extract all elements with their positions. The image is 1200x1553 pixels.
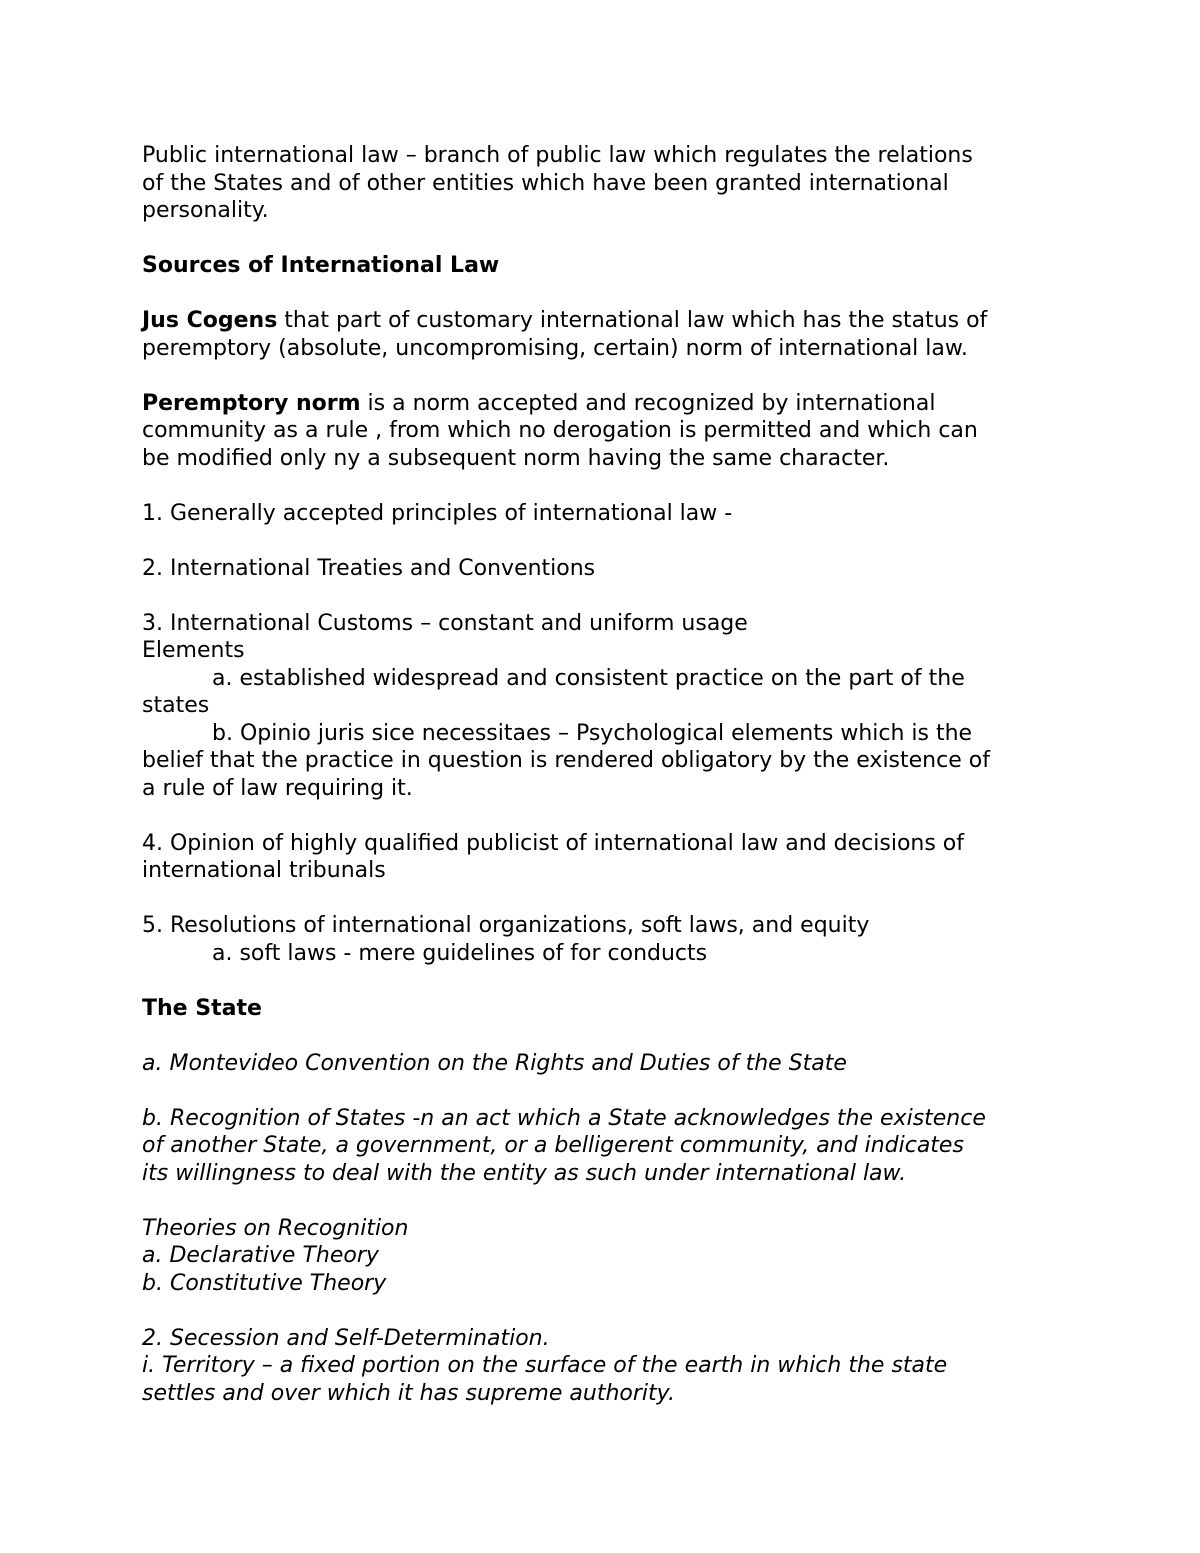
intro-paragraph	[142, 142, 1072, 225]
elements-label: Elements	[142, 638, 245, 663]
sources-heading: Sources of International Law	[142, 253, 500, 278]
text-line: i. Territory – a fixed portion on the surface of the earth in which the state	[142, 1353, 948, 1378]
jus-cogens-term: Jus Cogens	[142, 308, 278, 333]
text-line: personality.	[142, 198, 269, 223]
source-item-3	[142, 610, 1072, 803]
source-item-4	[142, 830, 1072, 885]
state-item-a: a. Montevideo Convention on the Rights and Duties of the State	[142, 1050, 847, 1076]
theories-heading: Theories on Recognition	[142, 1215, 409, 1241]
text-line: settles and over which it has supreme authority.	[142, 1380, 675, 1406]
text-line: its willingness to deal with the entity as such under international law.	[142, 1160, 907, 1186]
text-line: international tribunals	[142, 858, 386, 883]
text-line: community as a rule , from which no derogation is permitted and which can	[142, 418, 978, 443]
text-span: that part of customary international law which has the status of	[277, 308, 988, 333]
secession-section	[142, 1325, 1072, 1408]
theories-section	[142, 1215, 1072, 1298]
text-line: be modified only ny a subsequent norm having the same character.	[142, 445, 890, 471]
source-item-5	[142, 912, 1072, 967]
text-line: a rule of law requiring it.	[142, 775, 413, 801]
element-a: a. established widespread and consistent practice on the part of the	[212, 665, 965, 691]
text-line: 4. Opinion of highly qualified publicist of international law and decisions of	[142, 830, 965, 856]
jus-cogens-paragraph	[142, 307, 1072, 362]
state-item-b	[142, 1105, 1072, 1188]
text-line: states	[142, 693, 210, 718]
state-heading: The State	[142, 995, 262, 1021]
text-line: b. Recognition of States -n an act which a State acknowledges the existence	[142, 1105, 986, 1131]
text-line: of the States and of other entities which have been granted international	[142, 170, 949, 196]
text-line: 2. Secession and Self-Determination.	[142, 1325, 550, 1351]
text-span: is a norm accepted and recognized by international	[360, 390, 936, 416]
theory-item: a. Declarative Theory	[142, 1243, 379, 1268]
theory-item: b. Constitutive Theory	[142, 1270, 387, 1296]
peremptory-norm-term: Peremptory norm	[142, 390, 361, 416]
text-line	[142, 390, 1072, 418]
document-page	[142, 142, 1072, 1407]
text-line: 5. Resolutions of international organizations, soft laws, and equity	[142, 913, 870, 938]
source-item-2: 2. International Treaties and Conventions	[142, 555, 596, 581]
text-line	[142, 307, 1072, 335]
source-item-1: 1. Generally accepted principles of international law -	[142, 500, 733, 526]
soft-laws-item: a. soft laws - mere guidelines of for conducts	[212, 940, 708, 966]
element-b: b. Opinio juris sice necessitaes – Psychological elements which is the	[212, 720, 973, 746]
text-line: Public international law – branch of public law which regulates the relations	[142, 143, 973, 168]
text-line: of another State, a government, or a belligerent community, and indicates	[142, 1133, 964, 1158]
text-line: peremptory (absolute, uncompromising, certain) norm of international law.	[142, 335, 968, 361]
text-line: 3. International Customs – constant and uniform usage	[142, 610, 748, 636]
text-line: belief that the practice in question is rendered obligatory by the existence of	[142, 748, 990, 773]
peremptory-norm-paragraph	[142, 390, 1072, 473]
